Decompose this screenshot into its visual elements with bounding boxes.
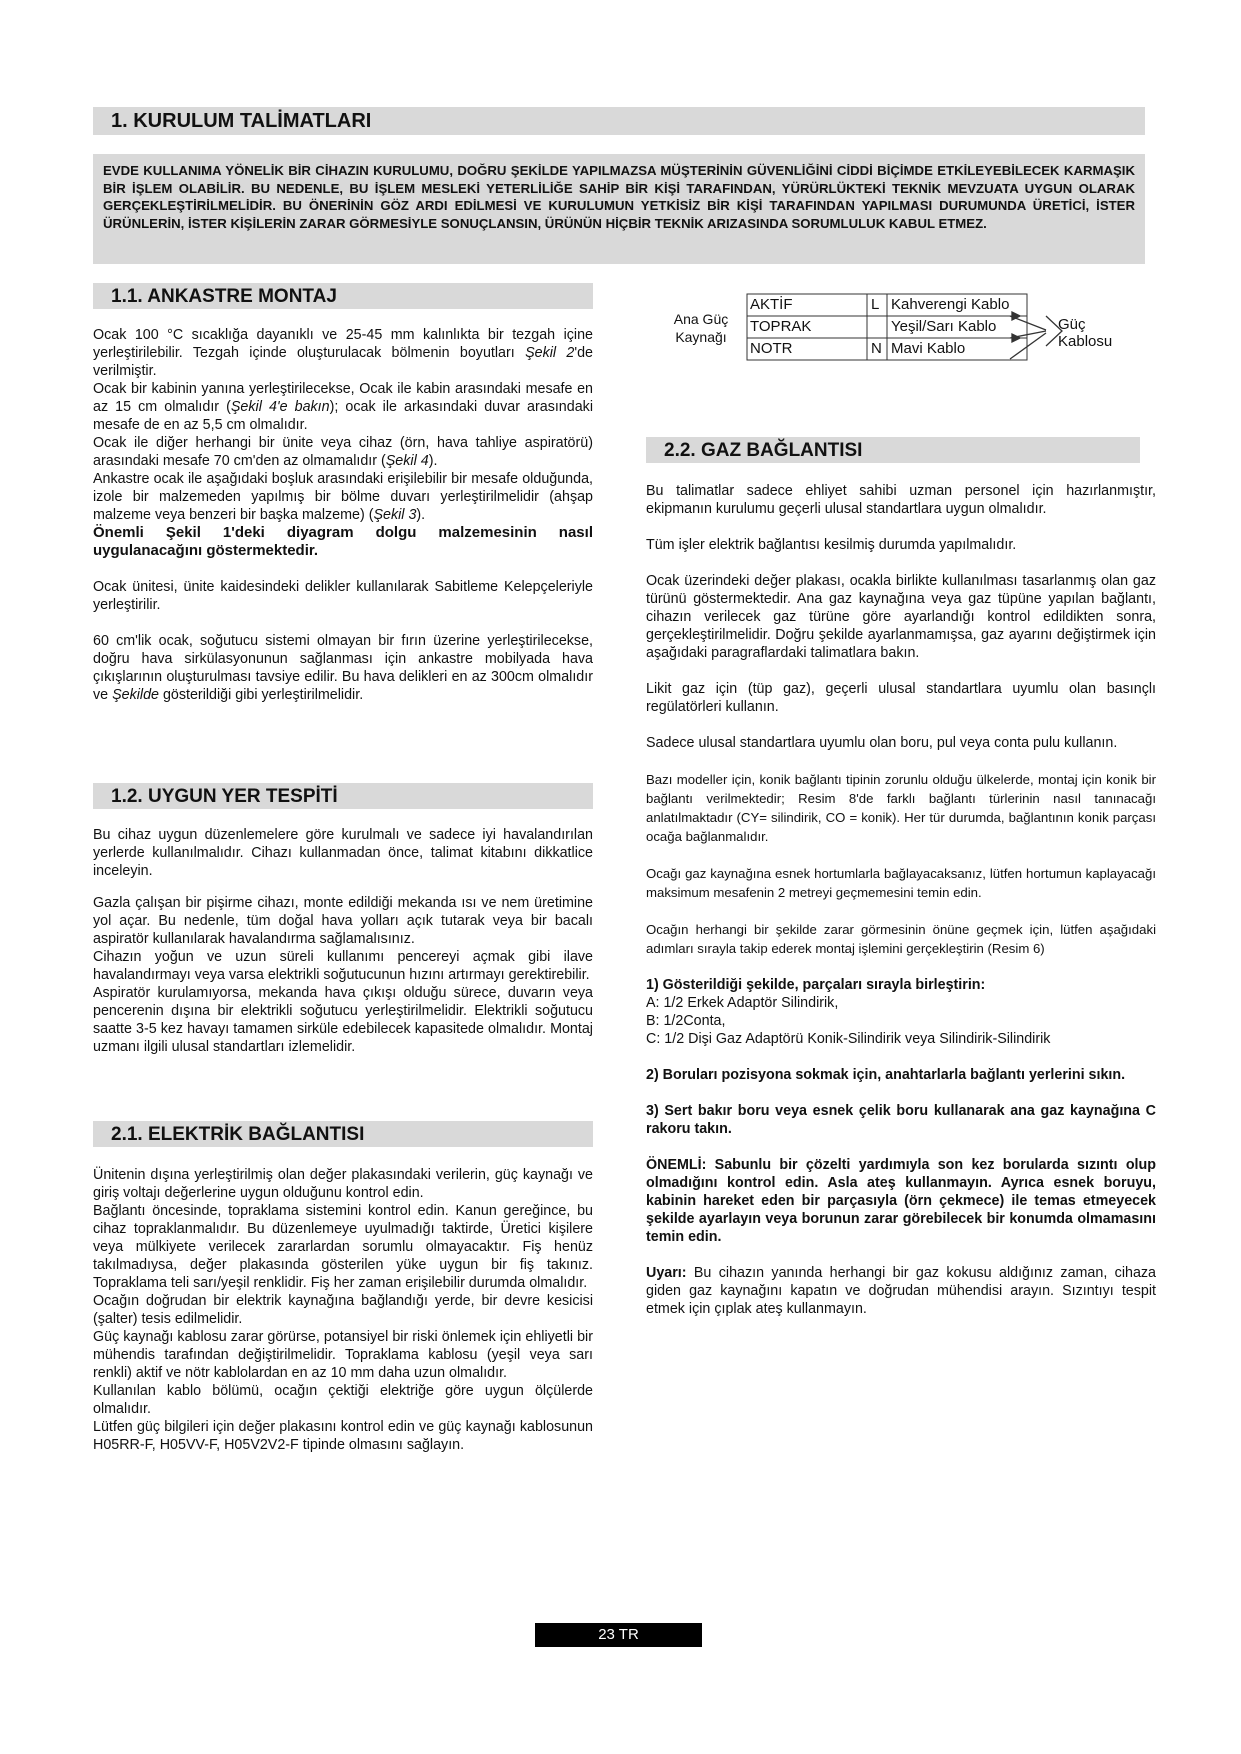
s22-paragraph-3: Ocak üzerindeki değer plakası, ocakla birlikte kullanılması tasarlanmış olan gaz türünü göstermektedir. Ana gaz kaynağına veya gaz tüpüne yapılan bağlantı, cihazın verilecek gaz türüne göre ayarlandığı kontrol edildikten sonra, gerçekleştirilmelidir. Doğru şekilde ayarlanmamışsa, gaz ayarını değiştirmek için aşağıdaki paragraflardaki talimatlara bakın.: [646, 573, 1156, 661]
wiring-row-3-cable: Mavi Kablo: [891, 340, 966, 357]
section-1-2-header: [93, 783, 593, 809]
s11-p1-text-end: 'de verilmiştir.: [93, 345, 593, 379]
s21-paragraph-4: Güç kaynağı kablosu zarar görürse, potansiyel bir riski önlemek için ehliyetli bir mühendis tarafından değiştirilmelidir. Topraklama kablosu (yeşil veya sarı renkli) aktif ve nötr kablolardan en az 10 mm daha uzun olmalıdır.: [93, 1329, 593, 1381]
page-number: 23 TR: [535, 1623, 702, 1647]
s22-warning-text: Bu cihazın yanında herhangi bir gaz kokusu aldığınız zaman, cihaza giden gaz kaynağını kapatın ve doğrudan mühendisi arayın. Sızıntıyı tespit etmek için çıplak ateş kullanmayın.: [646, 1265, 1156, 1317]
s11-paragraph-7: [93, 632, 593, 704]
s22-important: [646, 1156, 1156, 1246]
section-1-1-title: 1.1. ANKASTRE MONTAJ: [111, 286, 337, 307]
s11-p2-fig-ref: Şekil 4'e bakın: [230, 399, 330, 415]
section-2-1-body: [93, 1166, 593, 1454]
wiring-row-1-name: AKTİF: [750, 296, 793, 313]
s22-step-1: 1) Gösterildiği şekilde, parçaları sırayla birleştirin:: [646, 977, 986, 993]
s22-paragraph-2: Tüm işler elektrik bağlantısı kesilmiş durumda yapılmalıdır.: [646, 537, 1017, 553]
wiring-row-2-cable: Yeşil/Sarı Kablo: [891, 318, 997, 335]
s22-paragraph-6: Bazı modeller için, konik bağlantı tipinin zorunlu olduğu ülkelerde, montaj için konik bir bağlantı verilmektedir; Resim 8'de farklı bağlantı türlerinin nasıl tanınacağı anlatılmaktadır (CY= silindirik, CO = konik). Her tür durumda, bağlantının konik parçası ocağa bağlanmalıdır.: [646, 772, 1156, 844]
s11-p2-text: Ocak bir kabinin yanına yerleştirilecekse, Ocak ile kabin arasındaki mesafe en az 15 cm olmalıdır (: [93, 381, 593, 415]
wiring-row-2-name: TOPRAK: [750, 318, 812, 335]
s22-paragraph-8: Ocağın herhangi bir şekilde zarar görmesinin önüne geçmek için, lütfen aşağıdaki adımları sırayla takip ederek montaj işlemini gerçekleştirin (Resim 6): [646, 922, 1156, 956]
s22-paragraph-4: Likit gaz için (tüp gaz), geçerli ulusal standartlara uyumlu olan basınçlı regülatörleri kullanın.: [646, 681, 1156, 715]
s12-paragraph-4: Aspiratör kurulamıyorsa, mekanda hava çıkışı olduğu sürece, duvarın veya pencerenin dışına bir elektrikli soğutucu yerleştirilmelidir. Elektrikli soğutucu saatte 3-5 kez havayı tamamen sirküle edebilecek kapasitede olmalıdır. Montaj uzmanı ilgili ulusal standartları izlemelidir.: [93, 985, 593, 1055]
s11-p4-text-end: ).: [416, 507, 426, 523]
s22-paragraph-7: Ocağı gaz kaynağına esnek hortumlarla bağlayacaksanız, lütfen hortumun kaplayacağı maksimum mesafenin 2 metreyi geçmemesini temin edin.: [646, 866, 1156, 900]
s22-step-2: 2) Boruları pozisyona sokmak için, anahtarlarla bağlantı yerlerini sıkın.: [646, 1067, 1126, 1083]
s11-p7-fig-ref: Şekilde: [112, 687, 159, 703]
wiring-target-label: [1058, 316, 1112, 350]
s22-important-label: ÖNEMLİ:: [646, 1157, 707, 1173]
s21-paragraph-2: Bağlantı öncesinde, topraklama sistemini kontrol edin. Kanun gereğince, bu cihaz topraklanmalıdır. Bu düzenlemeye uyulmadığı taktirde, Üretici kişilere veya mülkiyete verilecek zararlardan sorumlu olmayacaktır. Fiş henüz takılmadıysa, değer plakasında gösterilen yüke uygun bir fiş takınız. Topraklama teli sarı/yeşil renklidir. Fiş her zaman erişilebilir durumda olmalıdır.: [93, 1203, 593, 1291]
s22-step-1c: C: 1/2 Dişi Gaz Adaptörü Konik-Silindirik veya Silindirik-Silindirik: [646, 1031, 1051, 1047]
s11-p3-fig-ref: Şekil 4: [385, 453, 429, 469]
s21-paragraph-1: Ünitenin dışına yerleştirilmiş olan değer plakasındaki verilerin, güç kaynağı ve giriş voltajı değerlerine uygun olduğunu kontrol edin.: [93, 1167, 593, 1201]
section-2-1-header: [93, 1121, 593, 1147]
section-1-2-title: 1.2. UYGUN YER TESPİTİ: [111, 786, 338, 807]
section-2-1-title: 2.1. ELEKTRİK BAĞLANTISI: [111, 1124, 365, 1145]
section-2-2-header: [646, 437, 1140, 463]
s11-p7-text: 60 cm'lik ocak, soğutucu sistemi olmayan bir fırın üzerine yerleştirilecekse, doğru hava sirkülasyonunun sağlanması için ankastre mobilyada hava çıkışlarının oluşturulması tavsiye edilir. Bu hava delikleri en az 300cm olmalıdır ve: [93, 633, 593, 703]
s11-p1-fig-ref: Şekil 2: [525, 345, 575, 361]
s11-paragraph-4: [93, 470, 593, 524]
s22-step-1a: A: 1/2 Erkek Adaptör Silindirik,: [646, 995, 839, 1011]
wiring-diagram: [0, 0, 1241, 400]
s12-paragraph-3: Cihazın yoğun ve uzun süreli kullanımı pencereyi açmak gibi ilave havalandırmayı veya varsa elektrikli soğutucunun hızını artırmayı gerektirebilir.: [93, 949, 593, 983]
wiring-source-line-1: Ana Güç: [673, 311, 729, 327]
s11-paragraph-3: [93, 434, 593, 470]
wiring-row-1-code: L: [871, 296, 880, 313]
wiring-row-1-cable: Kahverengi Kablo: [891, 296, 1010, 313]
s11-p4-fig-ref: Şekil 3: [373, 507, 417, 523]
s11-paragraph-6: Ocak ünitesi, ünite kaidesindeki delikler kullanılarak Sabitleme Kelepçeleriyle yerleştirilir.: [93, 579, 593, 613]
s22-important-text: Sabunlu bir çözelti yardımıyla son kez borularda sızıntı olup olmadığını kontrol edin. Asla ateş kullanmayın. Ayrıca esnek boruyu, kabinin hareket eden bir parçasıyla (örn çekmece) ile temas etmeyecek şekilde ayarlayın veya borunun zarar görebilecek bir konumda olmamasını temin edin.: [646, 1157, 1156, 1245]
s22-step-3: 3) Sert bakır boru veya esnek çelik boru kullanarak ana gaz kaynağına C rakoru takın.: [646, 1103, 1156, 1137]
s21-paragraph-6: Lütfen güç bilgileri için değer plakasını kontrol edin ve güç kaynağı kablosunun H05RR-F, H05VV-F, H05V2V2-F tipinde olmasını sağlayın.: [93, 1419, 593, 1453]
s22-warning-label: Uyarı:: [646, 1265, 687, 1281]
s21-paragraph-5: Kullanılan kablo bölümü, ocağın çektiği elektriğe göre uygun ölçülerde olmalıdır.: [93, 1383, 593, 1417]
s22-paragraph-1: Bu talimatlar sadece ehliyet sahibi uzman personel için hazırlanmıştır, ekipmanın kurulumu geçerli ulusal standartlara uygun olmalıdır.: [646, 483, 1156, 517]
section-2-2-title: 2.2. GAZ BAĞLANTISI: [664, 440, 863, 461]
wiring-row-3-code: N: [871, 340, 882, 357]
safety-warning-box: EVDE KULLANIMA YÖNELİK BİR CİHAZIN KURULUMU, DOĞRU ŞEKİLDE YAPILMAZSA MÜŞTERİNİN GÜVENLİĞİNİ CİDDİ BİÇİMDE ETKİLEYEBİLECEK KARMAŞIK BİR İŞLEM OLABİLİR. BU NEDENLE, BU İŞLEM MESLEKİ YETERLİLİĞE SAHİP BİR KİŞİ TARAFINDAN, YÜRÜRLÜKTEKİ TEKNİK MEVZUATA UYGUN OLARAK GERÇEKLEŞTİRİLMELİDİR. BU ÖNERİNİN GÖZ ARDI EDİLMESİ VE KURULUMUN YETKİSİZ BİR KİŞİ TARAFINDAN YAPILMASI DURUMUNDA ÜRETİCİ, İSTER ÜRÜNLERİN, İSTER KİŞİLERİN ZARAR GÖRMESİYLE SONUÇLANSIN, ÜRÜNÜN HİÇBİR TEKNİK ARIZASINDA SORUMLULUK KABUL ETMEZ.: [93, 154, 1145, 264]
s11-p3-text: Ocak ile diğer herhangi bir ünite veya cihaz (örn, hava tahliye aspiratörü) arasındaki mesafe 70 cm'den az olmamalıdır (: [93, 435, 593, 469]
wiring-arrows: [1010, 312, 1062, 359]
wiring-row-3-name: NOTR: [750, 340, 793, 357]
s11-p4-text: Ankastre ocak ile aşağıdaki boşluk arasındaki erişilebilir bir mesafe olduğunda, izole bir malzemeden yapılmış bir bölme duvarı yerleştirilmelidir (ahşap malzeme veya benzeri bir başka malzeme) (: [93, 471, 593, 523]
main-title-text: 1. KURULUM TALİMATLARI: [111, 110, 372, 132]
s21-paragraph-3: Ocağın doğrudan bir elektrik kaynağına bağlandığı yerde, bir devre kesicisi (şalter) tesis edilmelidir.: [93, 1293, 593, 1327]
s11-important-note: Önemli Şekil 1'deki diyagram dolgu malzemesinin nasıl uygulanacağını göstermektedir.: [93, 524, 593, 559]
s11-p3-text-end: ).: [428, 453, 438, 469]
section-1-2-body: [93, 826, 593, 1056]
s11-p1-text: Ocak 100 °C sıcaklığa dayanıklı ve 25-45 mm kalınlıkta bir tezgah içine yerleştirilebilir. Tezgah içinde oluşturulacak bölmenin boyutları: [93, 327, 593, 361]
wiring-source-line-2: Kaynağı: [675, 329, 727, 345]
right-column: [646, 482, 1156, 1318]
s12-paragraph-1: Bu cihaz uygun düzenlemelere göre kurulmalı ve sadece iyi havalandırılan yerlerde kullanılmalıdır. Cihazı kullanmadan önce, talimat kitabını dikkatlice inceleyin.: [93, 827, 593, 879]
wiring-target-line-1: Güç: [1058, 316, 1086, 333]
s11-p7-text-end: gösterildiği gibi yerleştirilmelidir.: [158, 687, 364, 703]
s22-warning: [646, 1264, 1156, 1318]
s22-step-1b: B: 1/2Conta,: [646, 1013, 726, 1029]
wiring-target-line-2: Kablosu: [1058, 333, 1113, 350]
s11-p2-text-end: ); ocak ile arkasındaki duvar arasındaki mesafe de en az 5,5 cm olmalıdır.: [93, 399, 593, 433]
s22-paragraph-5: Sadece ulusal standartlara uyumlu olan boru, pul veya conta pulu kullanın.: [646, 735, 1118, 751]
s12-paragraph-2: Gazla çalışan bir pişirme cihazı, monte edildiği mekanda ısı ve nem üretimine yol açar. Bu nedenle, tüm doğal hava yolları açık tutarak veya bir bacalı aspiratör kullanılarak havalandırma sağlamalısınız.: [93, 895, 593, 947]
